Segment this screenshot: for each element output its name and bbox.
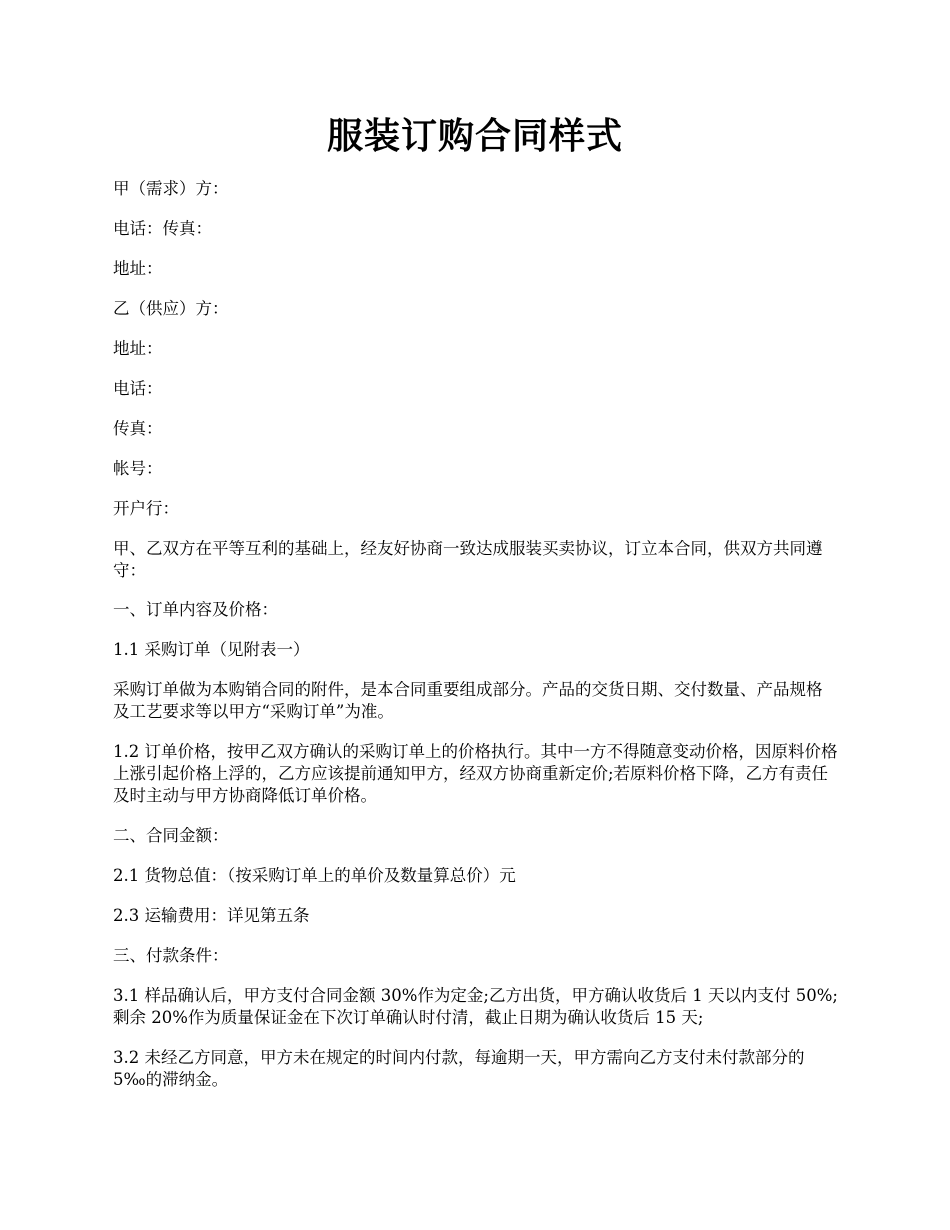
- clause-1-1-detail: 采购订单做为本购销合同的附件，是本合同重要组成部分。产品的交货日期、交付数量、产品规格及工艺要求等以甲方“采购订单”为准。: [113, 680, 823, 721]
- section-heading-order: 一、订单内容及价格：: [113, 600, 278, 619]
- party-b-fax: 传真：: [113, 419, 163, 438]
- clause-1-1: 1.1 采购订单（见附表一）: [113, 640, 310, 659]
- clause-2-3: 2.3 运输费用：详见第五条: [113, 906, 310, 925]
- party-a-phone-fax: 电话：传真：: [113, 219, 212, 238]
- document-title: 服装订购合同样式: [326, 115, 623, 157]
- clause-1-2: 1.2 订单价格，按甲乙双方确认的采购订单上的价格执行。其中一方不得随意变动价格，因原料价格上涨引起价格上浮的，乙方应该提前通知甲方，经双方协商重新定价;若原料价格下降，乙方有责任及时主动与甲方协商降低订单价格。: [113, 742, 838, 805]
- party-a-name: 甲（需求）方：: [113, 179, 229, 198]
- party-b-account: 帐号：: [113, 459, 163, 478]
- section-heading-payment: 三、付款条件：: [113, 946, 229, 965]
- clause-2-1: 2.1 货物总值：（按采购订单上的单价及数量算总价）元: [113, 866, 516, 885]
- party-b-phone: 电话：: [113, 379, 163, 398]
- section-heading-amount: 二、合同金额：: [113, 826, 229, 845]
- preamble-paragraph: 甲、乙双方在平等互利的基础上，经友好协商一致达成服装买卖协议，订立本合同，供双方共同遵守：: [113, 539, 823, 580]
- document-body: [113, 178, 838, 1091]
- clause-3-2: 3.2 未经乙方同意，甲方未在规定的时间内付款，每逾期一天，甲方需向乙方支付未付款部分的 5‰的滞纳金。: [113, 1048, 805, 1089]
- party-b-name: 乙（供应）方：: [113, 299, 229, 318]
- clause-3-1: 3.1 样品确认后，甲方支付合同金额 30%作为定金;乙方出货，甲方确认收货后 1 天以内支付 50%;剩余 20%作为质量保证金在下次订单确认时付清，截止日期为确认收货后 15 天;: [113, 986, 838, 1027]
- party-a-address: 地址：: [113, 259, 163, 278]
- party-b-address: 地址：: [113, 339, 163, 358]
- party-b-bank: 开户行：: [113, 499, 179, 518]
